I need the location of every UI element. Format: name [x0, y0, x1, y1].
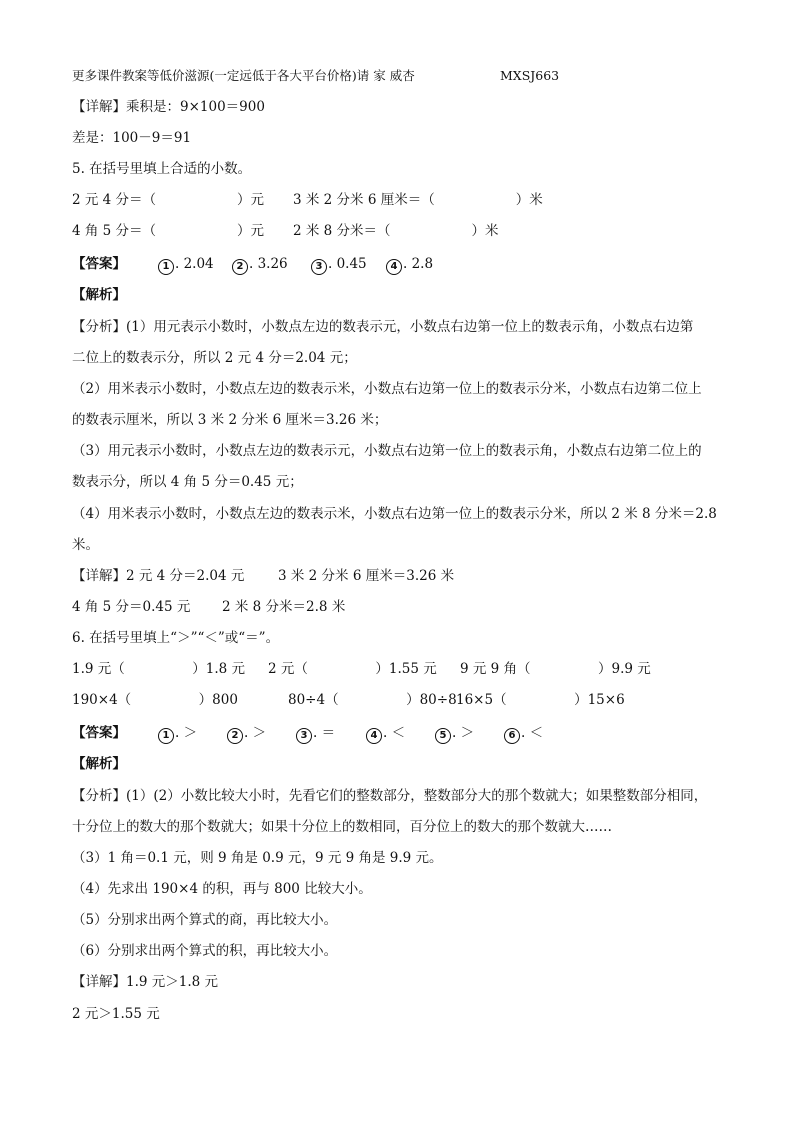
- q6-answer-2: [227, 724, 266, 744]
- header-text: 更多课件教案等低价滋源(一定远低于各大平台价格)请 家 威杏: [72, 68, 415, 83]
- q5-analysis-2: （2）用米表示小数时，小数点左边的数表示米，小数点右边第一位上的数表示分米，小数点右边第二位上: [72, 381, 702, 397]
- q5-title: 5. 在括号里填上合适的小数。: [72, 161, 252, 177]
- circled-number-icon: 4: [386, 259, 402, 275]
- q5-answer-2: [232, 255, 288, 275]
- circled-number-icon: 2: [232, 259, 248, 275]
- circled-number-icon: 1: [158, 728, 174, 744]
- q6-row2-b: 80÷4（ ）80÷8: [288, 692, 457, 708]
- q6-row2-a: 190×4（ ）800: [72, 692, 238, 708]
- q5-row1-left: 2 元 4 分＝（ ）元: [72, 192, 265, 208]
- answer-value: . ＞: [452, 725, 475, 741]
- q6-row1-a: 1.9 元（ ）1.8 元: [72, 661, 246, 677]
- answer-value: . 2.04: [175, 256, 214, 272]
- q6-analysis-4: （4）先求出 190×4 的积，再与 800 比较大小。: [72, 881, 372, 897]
- q5-analysis-1b: 二位上的数表示分，所以 2 元 4 分＝2.04 元；: [72, 350, 357, 366]
- circled-number-icon: 6: [504, 728, 520, 744]
- q5-detail-1a: 【详解】2 元 4 分＝2.04 元: [72, 568, 245, 584]
- q5-answer-3: [311, 255, 367, 275]
- answer-value: . 0.45: [328, 256, 367, 272]
- circled-number-icon: 3: [296, 728, 312, 744]
- q6-analysis-1b: 十分位上的数大的那个数就大；如果十分位上的数相同，百分位上的数大的那个数就大……: [72, 819, 612, 835]
- q6-answer-6: [504, 724, 543, 744]
- q6-analysis-6: （6）分别求出两个算式的积，再比较大小。: [72, 943, 338, 959]
- q5-detail-1b: 3 米 2 分米 6 厘米＝3.26 米: [278, 568, 455, 584]
- q6-answer-3: [296, 724, 335, 744]
- circled-number-icon: 3: [311, 259, 327, 275]
- q5-row1-right: 3 米 2 分米 6 厘米＝（ ）米: [293, 192, 543, 208]
- q5-row2-left: 4 角 5 分＝（ ）元: [72, 223, 265, 239]
- q6-answer-5: [435, 724, 474, 744]
- header-code: MXSJ663: [500, 68, 560, 83]
- q5-row2-right: 2 米 8 分米＝（ ）米: [293, 223, 499, 239]
- q6-analysis-label: 【解析】: [72, 756, 126, 772]
- q5-answer-label: 【答案】: [72, 256, 126, 272]
- answer-value: . ＞: [244, 725, 267, 741]
- q5-answer-1: [158, 255, 214, 275]
- q6-analysis-5: （5）分别求出两个算式的商，再比较大小。: [72, 912, 338, 928]
- q6-title: 6. 在括号里填上“＞”“＜”或“＝”。: [72, 630, 280, 646]
- circled-number-icon: 2: [227, 728, 243, 744]
- q6-row2-c: 16×5（ ）15×6: [456, 692, 625, 708]
- circled-number-icon: 5: [435, 728, 451, 744]
- q5-analysis-4: （4）用米表示小数时，小数点左边的数表示米，小数点右边第一位上的数表示分米，所以 2 米 8 分米＝2.8: [72, 506, 717, 522]
- q5-analysis-3b: 数表示分，所以 4 角 5 分＝0.45 元；: [72, 474, 303, 490]
- answer-value: . ＝: [313, 725, 336, 741]
- q5-analysis-1: 【分析】(1）用元表示小数时，小数点左边的数表示元，小数点右边第一位上的数表示角，小数点右边第: [72, 319, 694, 335]
- circled-number-icon: 1: [158, 259, 174, 275]
- q5-detail-2a: 4 角 5 分＝0.45 元: [72, 599, 191, 615]
- answer-value: . 3.26: [249, 256, 288, 272]
- q5-analysis-4b: 米。: [72, 537, 99, 553]
- q5-detail-2b: 2 米 8 分米＝2.8 米: [222, 599, 346, 615]
- q5-analysis-2b: 的数表示厘米，所以 3 米 2 分米 6 厘米＝3.26 米；: [72, 412, 388, 428]
- answer-value: . ＜: [383, 725, 406, 741]
- q5-analysis-label: 【解析】: [72, 287, 126, 303]
- q5-answer-4: [386, 255, 433, 275]
- q6-detail-1: 【详解】1.9 元＞1.8 元: [72, 974, 219, 990]
- q6-answer-label: 【答案】: [72, 725, 126, 741]
- q6-detail-2: 2 元＞1.55 元: [72, 1006, 160, 1022]
- answer-value: . 2.8: [403, 256, 434, 272]
- answer-value: . ＞: [175, 725, 198, 741]
- circled-number-icon: 4: [366, 728, 382, 744]
- q6-answer-4: [366, 724, 405, 744]
- top-diff: 差是：100－9＝91: [72, 130, 192, 146]
- q5-analysis-3: （3）用元表示小数时，小数点左边的数表示元，小数点右边第一位上的数表示角，小数点右边第二位上的: [72, 443, 702, 459]
- top-detail: 【详解】乘积是：9×100＝900: [72, 99, 265, 115]
- q6-row1-c: 9 元 9 角（ ）9.9 元: [460, 661, 651, 677]
- q6-analysis-3: （3）1 角＝0.1 元，则 9 角是 0.9 元，9 元 9 角是 9.9 元。: [72, 850, 443, 866]
- header-line: [72, 67, 415, 85]
- q6-answer-1: [158, 724, 197, 744]
- q6-analysis-1: 【分析】(1）(2）小数比较大小时，先看它们的整数部分，整数部分大的那个数就大；如果整数部分相同，: [72, 788, 708, 804]
- q6-row1-b: 2 元（ ）1.55 元: [268, 661, 437, 677]
- answer-value: . ＜: [521, 725, 544, 741]
